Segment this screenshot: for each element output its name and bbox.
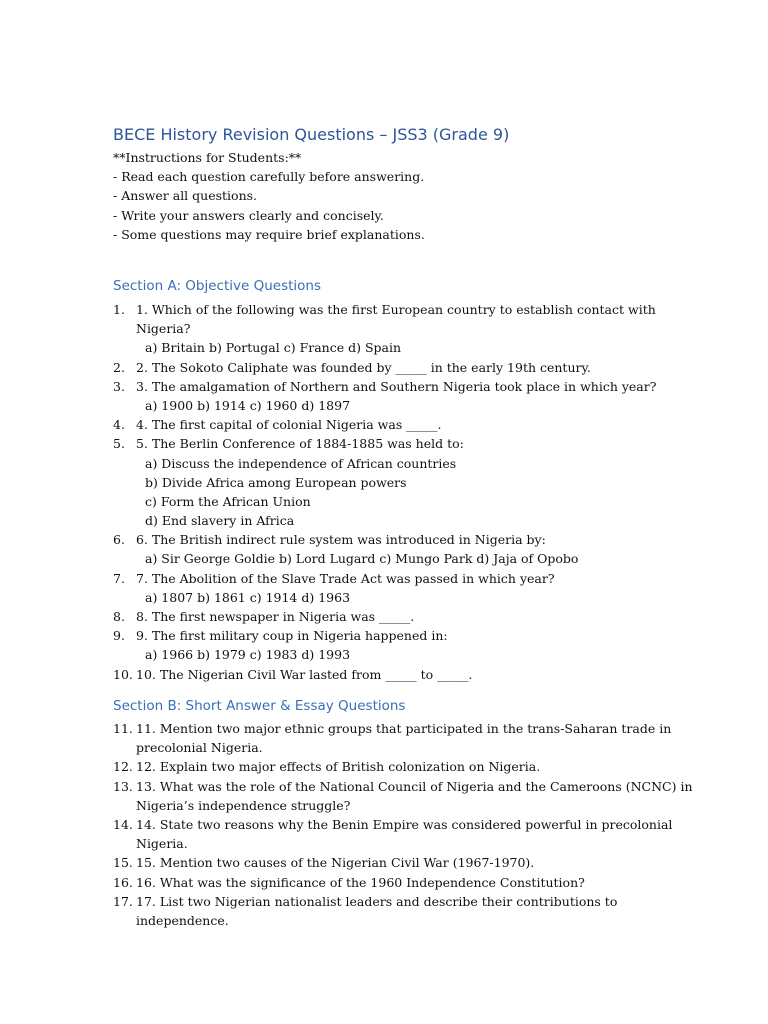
question-number: 5.: [113, 436, 125, 452]
question-item: [113, 300, 656, 358]
answer-option: a) 1966 b) 1979 c) 1983 d) 1993: [145, 647, 351, 663]
instruction-item: - Write your answers clearly and concisely.: [113, 207, 384, 223]
section-a-heading: Section A: Objective Questions: [113, 278, 322, 294]
question-text: independence.: [136, 912, 229, 928]
instruction-item: - Read each question carefully before answering.: [113, 169, 425, 185]
question-text: 11. Mention two major ethnic groups that participated in the trans-Saharan trade in: [136, 721, 672, 736]
answer-option: a) Discuss the independence of African countries: [145, 455, 457, 471]
question-text-line: [113, 530, 656, 549]
question-item: [113, 569, 656, 607]
instructions-heading: **Instructions for Students:**: [113, 150, 302, 165]
question-item: [113, 415, 656, 434]
question-item: [113, 626, 656, 664]
question-text: 9. The first military coup in Nigeria happened in:: [136, 628, 448, 644]
question-text-line: [113, 853, 693, 872]
question-text: Nigeria?: [136, 321, 191, 337]
answer-option: b) Divide Africa among European powers: [145, 474, 407, 490]
question-text-line: [113, 815, 693, 834]
answer-option: a) 1900 b) 1914 c) 1960 d) 1897: [145, 397, 351, 413]
question-text-line: [113, 300, 656, 319]
question-number: 16.: [113, 874, 133, 890]
question-number: 1.: [113, 302, 125, 317]
question-text-line: [113, 719, 693, 738]
document-title: BECE History Revision Questions – JSS3 (Grade 9): [113, 125, 510, 144]
question-number: 14.: [113, 816, 133, 832]
instruction-item: - Answer all questions.: [113, 188, 258, 204]
question-text-line: [113, 911, 693, 930]
question-text: 16. What was the significance of the 1960 Independence Constitution?: [136, 874, 585, 890]
question-number: 3.: [113, 378, 125, 394]
section-b-heading: Section B: Short Answer & Essay Questions: [113, 698, 406, 714]
question-text: 5. The Berlin Conference of 1884-1885 was held to:: [136, 436, 464, 452]
question-text-line: [113, 873, 693, 892]
question-text-line: [113, 319, 656, 338]
question-item: [113, 853, 693, 872]
question-number: 8.: [113, 609, 125, 624]
question-text: 7. The Abolition of the Slave Trade Act was passed in which year?: [136, 570, 555, 586]
question-item: [113, 434, 656, 530]
question-text: 14. State two reasons why the Benin Empire was considered powerful in precolonial: [136, 816, 673, 832]
question-number: 15.: [113, 855, 133, 871]
question-item: [113, 815, 693, 853]
question-text: 17. List two Nigerian nationalist leaders and describe their contributions to: [136, 893, 618, 909]
instructions-list: [113, 148, 425, 244]
question-item: [113, 607, 656, 626]
question-text: 10. The Nigerian Civil War lasted from _____ to _____.: [136, 666, 473, 682]
question-text: 13. What was the role of the National Council of Nigeria and the Cameroons (NCNC) in: [136, 778, 693, 794]
section-a-question-list: [113, 300, 656, 684]
question-number: 6.: [113, 532, 125, 548]
question-text-line: [113, 626, 656, 645]
question-text: Nigeria’s independence struggle?: [136, 797, 351, 813]
question-text: precolonial Nigeria.: [136, 740, 263, 756]
question-text: 4. The first capital of colonial Nigeria was _____.: [136, 417, 442, 433]
question-number: 11.: [113, 721, 133, 736]
question-number: 7.: [113, 570, 125, 586]
question-text-line: [113, 358, 656, 377]
question-item: [113, 777, 693, 815]
question-item: [113, 719, 693, 757]
question-number: 9.: [113, 628, 125, 644]
answer-option: a) Sir George Goldie b) Lord Lugard c) Mungo Park d) Jaja of Opobo: [145, 551, 579, 567]
question-item: [113, 377, 656, 415]
question-number: 12.: [113, 759, 133, 775]
question-text: 3. The amalgamation of Northern and Southern Nigeria took place in which year?: [136, 378, 657, 394]
question-text-line: [113, 607, 656, 626]
question-text: 8. The first newspaper in Nigeria was _____.: [136, 609, 415, 624]
question-text: 12. Explain two major effects of British colonization on Nigeria.: [136, 759, 541, 775]
question-text-line: [113, 415, 656, 434]
question-text-line: [113, 834, 693, 853]
question-text-line: [113, 665, 656, 684]
question-text: 6. The British indirect rule system was introduced in Nigeria by:: [136, 532, 546, 548]
question-number: 2.: [113, 359, 125, 375]
question-text-line: [113, 777, 693, 796]
question-text: 1. Which of the following was the first European country to establish contact with: [136, 302, 656, 317]
question-item: [113, 873, 693, 892]
question-text: 15. Mention two causes of the Nigerian Civil War (1967-1970).: [136, 855, 535, 871]
question-number: 10.: [113, 666, 133, 682]
question-text-line: [113, 757, 693, 776]
question-number: 4.: [113, 417, 125, 433]
question-text-line: [113, 738, 693, 757]
question-number: 13.: [113, 778, 133, 794]
question-text-line: [113, 434, 656, 453]
question-text: 2. The Sokoto Caliphate was founded by _____ in the early 19th century.: [136, 359, 591, 375]
question-item: [113, 530, 656, 568]
question-text-line: [113, 569, 656, 588]
question-text-line: [113, 377, 656, 396]
section-b-question-list: [113, 719, 693, 930]
question-number: 17.: [113, 893, 133, 909]
answer-option: c) Form the African Union: [145, 493, 311, 509]
answer-option: d) End slavery in Africa: [145, 513, 295, 529]
question-item: [113, 892, 693, 930]
answer-option: a) 1807 b) 1861 c) 1914 d) 1963: [145, 589, 351, 605]
instruction-item: - Some questions may require brief explanations.: [113, 226, 425, 242]
question-text-line: [113, 796, 693, 815]
answer-option: a) Britain b) Portugal c) France d) Spain: [145, 340, 402, 356]
question-item: [113, 665, 656, 684]
question-text-line: [113, 892, 693, 911]
question-item: [113, 358, 656, 377]
question-text: Nigeria.: [136, 836, 188, 852]
question-item: [113, 757, 693, 776]
